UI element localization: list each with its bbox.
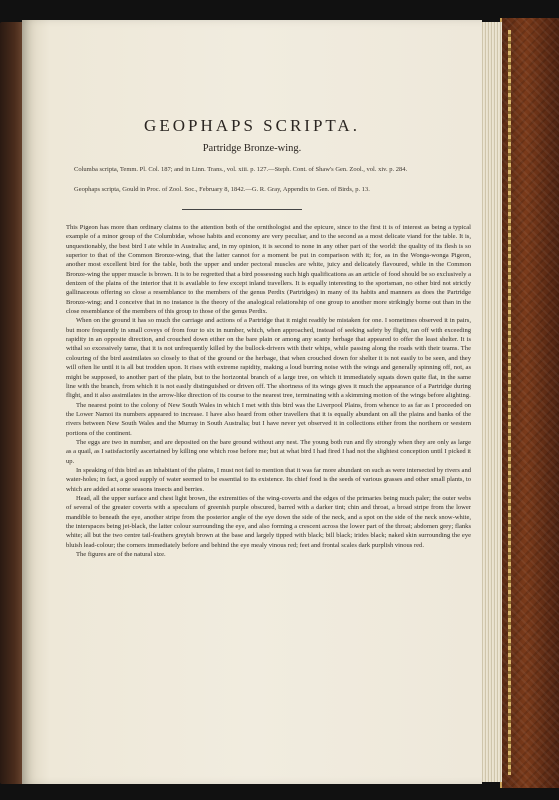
paragraph: When on the ground it has so much the carriage and actions of a Partridge that it might readily be mistaken for one. I sometimes observed it in pairs, but more frequently in small coveys of from four to six in number, which, when approached, instead of seeking safety by flight, ran off with exceeding rapidity in an opposite direction, and crouched down either on the bare plain or among any scanty herbage that appeared to offer the least shelter. It is withal so excessively tame, that it is not unfrequently killed by the bullock-drivers with their whips, while passing along the roads with their teams. The colouring of the bird assimilates so closely to that of the ground or the herbage, that when crouched down for shelter it is not easily to be seen, and they will often lie until it is all but trodden upon. It rises with extreme rapidity, making a loud burring noise with the wings and generally spinning off, not, as might be supposed, to another part of the plain, but to the horizontal branch of a large tree, on which it immediately squats down quite flat, in the same line with the branch, from which it is not easily distinguished or driven off. The shortness of its wings gives it much the appearance of a Partridge during flight, and it also assimilates in the arrow-like direction of its course to the nearest tree, terminating with a skimming motion of the wings before alighting.	[66, 317, 471, 400]
book-cover-left	[0, 22, 24, 784]
paragraph: In speaking of this bird as an inhabitant of the plains, I must not fail to mention that it was far more abundant on such as were intersected by rivers and water-holes; in fact, a good supply of water seemed to be essential to its existence. Its chief food is the seeds of various grasses and other small plants, to which are added at some seasons insects and berries.	[66, 466, 471, 493]
body-text	[66, 223, 471, 783]
common-name: Partridge Bronze-wing.	[202, 143, 302, 154]
paragraph: The eggs are two in number, and are deposited on the bare ground without any nest. The young both run and fly strongly when they are only as large as a quail, as I satisfactorily ascertained by killing one which rose before me; but at what bird I had fired I had not the slightest conception until I picked it up.	[66, 438, 471, 465]
paragraph: This Pigeon has more than ordinary claims to the attention both of the ornithologist and the epicure, since to the first it is of interest as being a typical example of a minor group of the Columbidæ, whose habits and economy are very peculiar, and to the second as a most delicate viand for the table. It is, unquestionably, the best bird I ate while in Australia; and, in my opinion, it is second to none in any other part of the world: the quality of its flesh is so superior to that of the Common Bronze-wing, that the latter cannot for a moment be put in comparison with it; for, as in the Wonga-wonga Pigeon, another most excellent bird for the table, both the upper and under pectoral muscles are white, juicy and delicately flavoured, while in the Common Bronze-wing the upper muscle is brown. It is to be regretted that a bird possessing such high qualifications as an article of food should be so exclusively a denizen of the plains of the interior that it is available to few except inland travellers. It is equally interesting to the sportsman, no other bird not strictly gallinaceous offering so close a resemblance to the members of the genus Perdix (Partridges) in many of its habits and manners as does the Partridge Bronze-wing; and I conceive that in no instance is the theory of the analogical relationship of one group to another more strikingly borne out than in the close resemblance of the members of this group to those of the genus Perdix.	[66, 224, 471, 316]
paragraph: Head, all the upper surface and chest light brown, the extremities of the wing-coverts and the edges of the primaries being much paler; the outer webs of several of the greater coverts with a speculum of greenish purple obscured, barred with a darker tint; chin and throat, a broad stripe from the lower mandible to beneath the eye, another stripe from the posterior angle of the eye down the side of the neck, and a spot on the side of the neck snow-white, the interspaces being jet-black, the latter colour surrounding the eye, and also forming a crescent across the lower part of the throat; abdomen grey; flanks white; all but the two centre tail-feathers greyish brown at the base and largely tipped with black; bill black; irides black; naked skin surrounding the eye bluish lead-colour; the corners immediately before and behind the eye mealy vinous red; feet and frontal scales dark purplish vinous red.	[66, 494, 471, 549]
book-page	[22, 20, 482, 784]
paragraph: The figures are of the natural size.	[76, 551, 166, 559]
divider	[182, 209, 302, 210]
gilt-edge-decoration	[508, 30, 511, 775]
paragraph: The nearest point to the colony of New South Wales in which I met with this bird was the Liverpool Plains, from whence to as far as I proceeded on the Lower Namoi its numbers appeared to increase. I have also heard from other travellers that it is equally abundant on all the plains and banks of the rivers between New South Wales and the Murray in South Australia; but I have never yet observed it in collections either from the northern or western portions of the continent.	[66, 401, 471, 437]
synonym-line: Geophaps scripta, Gould in Proc. of Zool. Soc., February 8, 1842.—G. R. Gray, Appendix to Gen. of Birds, p. 13.	[74, 186, 370, 193]
page-title: GEOPHAPS SCRIPTA.	[144, 116, 360, 135]
synonym-line: Columba scripta, Temm. Pl. Col. 187; and in Linn. Trans., vol. xiii. p. 127.—Steph. Cont. of Shaw's Gen. Zool., vol. xiv. p. 284.	[74, 166, 408, 173]
